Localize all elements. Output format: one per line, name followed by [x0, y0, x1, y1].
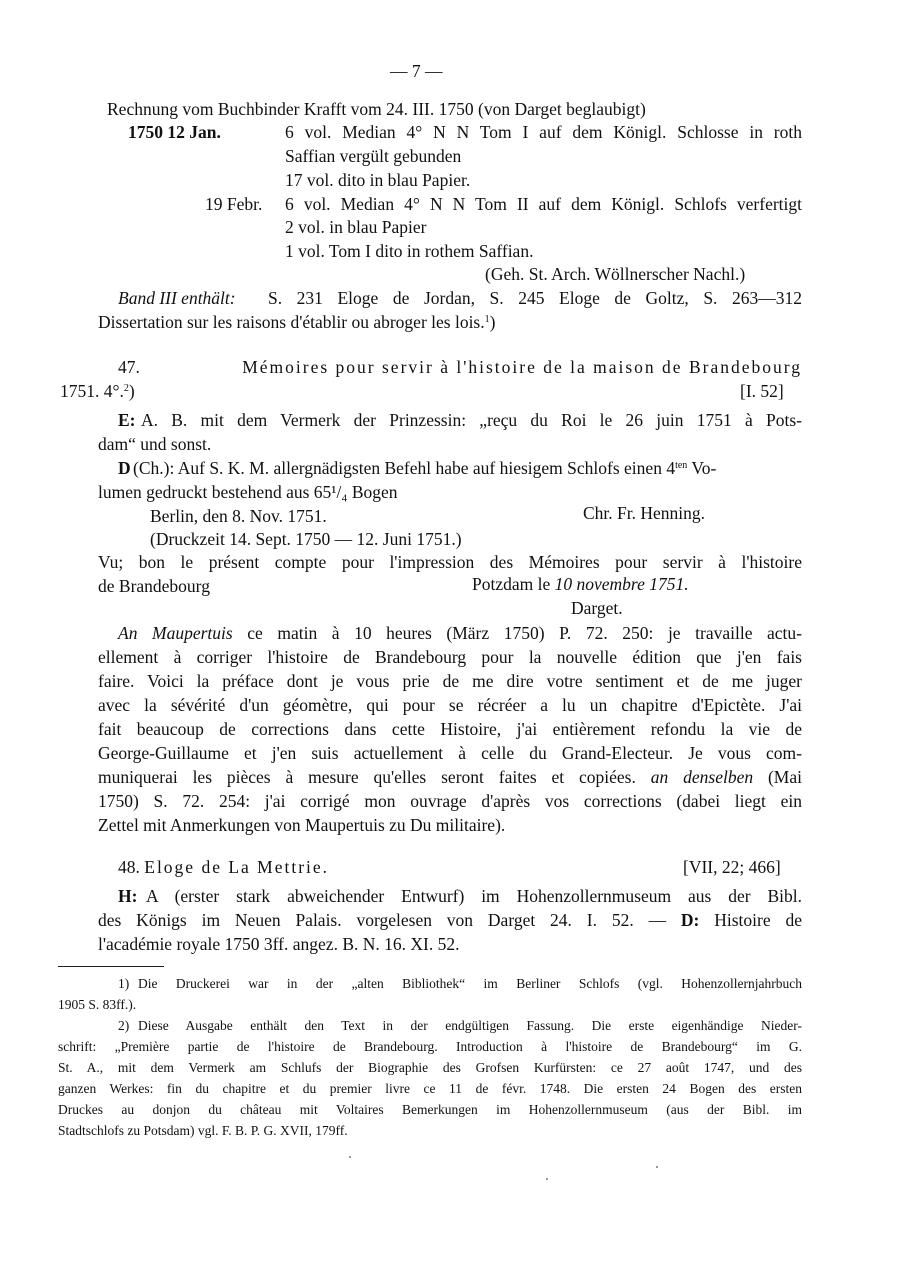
band-contents: S. 231 Eloge de Jordan, S. 245 Eloge de Goltz, S. 263—312	[268, 288, 802, 308]
letter-text: ce matin à 10 heures (März 1750) P. 72. 250: je travaille actu-	[232, 623, 802, 643]
e-label: E:	[118, 410, 136, 430]
footnote-ref: 1	[484, 314, 490, 325]
footnote-mark: 1)	[118, 976, 130, 991]
footnote-mark: 2)	[118, 1018, 130, 1033]
document-page: — 7 — Rechnung vom Buchbinder Krafft vom 24. III. 1750 (von Darget beglaubigt) 1750 12 Jan. 6 vol. Median 4° N N Tom I auf dem Königl. Schlosse in roth Saffian vergült gebunden 17 vol. dito in blau Papier. 19 Febr. 6 vol. Median 4° N N Tom II auf dem Königl. Schlofs verfertigt 2 vol. in blau Papier 1 vol. Tom I dito in rothem Saffian. (Geh. St. Arch. Wöllnerscher Nachl.) Band III enthält: S. 231 Eloge de Jordan, S. 245 Eloge de Goltz, S. 263—312 Dissertation sur les raisons d'établir ou abroger les lois.$^1$) 47. Mémoires pour servir à l'histoire de la maison de Brandebourg 1751. 4°.$^2$) [I. 52] E: A. B. mit dem Vermerk der Prinzessin: „reçu du Roi le 26 juin 1751 à Pots- dam“ und sonst. D (Ch.): Auf S. K. M. allergnädigsten Befehl habe auf hiesigem Schlofs einen $4^{ten}$ Vo- lumen gedruckt bestehend aus 65¹/₄ Bogen Berlin, den 8. Nov. 1751. Chr. Fr. Henning. (Druckzeit 14. Sept. 1750 — 12. Juni 1751.) Vu; bon le présent compte pour l'impression des Mémoires pour servir à l'histoire de Brandebourg Potzdam le 10 novembre 1751. Darget. An Maupertuis ce matin à 10 heures (März 1750) P. 72. 250: je travaille actu- ellement à corriger l'histoire de Brandebourg pour la nouvelle édition que j'en fais faire. Voici la préface dont je vous prie de me dire votre sentiment et de me juger avec la sévérité d'un géomètre, qui pour se récréer a lu un chapitre d'Epictète. J'ai fait beaucoup de corrections dans cette Histoire, j'ai entièrement refondu la vie de George-Guillaume et j'en suis actuellement à celle du Grand-Electeur. Je vous com- muniquerai les pièces à mesure qu'elles seront faites et copiées. an denselben (Mai 1750) S. 72. 254: j'ai corrigé mon ouvrage d'après vos corrections (dabei liegt ein Zettel mit Anmerkungen von Maupertuis zu Du militaire). 48. Eloge de La Mettrie. [VII, 22; 466] H: A (erster stark abweichender Entwurf) im Hohenzollernmuseum aus der Bibl. des Königs im Neuen Palais. vorgelesen von Darget 24. I. 52. — D: Histoire de l'académie royale 1750 3ff. angez. B. N. 16. XI. 52. 1) Die Druckerei war in der „alten Bibliothek“ im Berliner Schlofs (vgl. Hohenzollernjahrbuch 1905 S. 83ff.). 2) Diese Ausgabe enthält den Text in der endgültigen Fassung. Die erste eigenhändige Nieder- schrift: „Première partie de l'histoire de Brandebourg. Introduction à l'histoire de Brandebourg“ im G. St. A., mit dem Vermerk am Schlufs der Biographie des Grofsen Kurfürsten: ce 27 août 1747, und des ganzen Werkes: fin du chapitre et du premier livre ce 11 de févr. 1748. Die ersten 24 Bogen des ersten Druckes au donjon du château mit Voltaires Bemerkungen im Hohenzollernmuseum (aus der Bibl. im Stadtschlofs zu Potsdam) vgl. F. B. P. G. XVII, 179ff.	[0, 0, 900, 1288]
invoice-date-jan: 1750 12 Jan.	[128, 122, 221, 142]
letter-text: George-Guillaume et j'en suis actuellement à celle du Grand-Electeur. Je vous com-	[98, 743, 802, 763]
invoice-item: 6 vol. Median 4° N N Tom I auf dem Königl. Schlosse in roth	[285, 122, 802, 142]
invoice-line: Rechnung vom Buchbinder Krafft vom 24. III. 1750 (von Darget beglaubigt)	[107, 99, 646, 119]
h-text-cont: l'académie royale 1750 3ff. angez. B. N. 16. XI. 52.	[98, 934, 460, 954]
entry-title: Mémoires pour servir à l'histoire de la maison de Brandebourg	[242, 357, 802, 377]
darget-signature: Darget.	[571, 598, 623, 618]
d-label: D	[118, 458, 131, 478]
d-text-cont: lumen gedruckt bestehend aus 65¹/₄ Bogen	[98, 482, 398, 502]
entry-title: Eloge de La Mettrie.	[144, 857, 330, 877]
e-text-cont: dam“ und sonst.	[98, 434, 212, 454]
scan-speck	[349, 1156, 351, 1158]
h-text: A (erster stark abweichender Entwurf) im Hohenzollernmuseum aus der Bibl.	[146, 886, 802, 906]
archive-source: (Geh. St. Arch. Wöllnerscher Nachl.)	[485, 264, 746, 284]
page-number: — 7 —	[390, 61, 443, 81]
invoice-item: 17 vol. dito in blau Papier.	[285, 170, 471, 190]
footnote-text: Diese Ausgabe enthält den Text in der endgültigen Fassung. Die erste eigenhändige Nieder-	[138, 1018, 802, 1033]
vu-date: 10 novembre 1751.	[554, 574, 689, 594]
invoice-item: 6 vol. Median 4° N N Tom II auf dem Königl. Schlofs verfertigt	[285, 194, 802, 214]
d-label: D:	[680, 910, 700, 930]
footnote-text: 1905 S. 83ff.).	[58, 997, 137, 1012]
h-text-cont: des Königs im Neuen Palais. vorgelesen von Darget 24. I. 52. —	[98, 910, 681, 930]
band-label: Band III enthält:	[118, 288, 236, 308]
letter-recipient-2: an denselben	[650, 767, 754, 787]
footnote-text: schrift: „Première partie de l'histoire de Brandebourg. Introduction à l'histoire de Brandebourg“ im G.	[58, 1039, 802, 1054]
scan-speck	[656, 1166, 658, 1168]
entry-number: 47.	[118, 357, 140, 377]
volume-ref: [I. 52]	[740, 381, 784, 401]
letter-recipient: An Maupertuis	[118, 623, 233, 643]
letter-text: avec la sévérité d'un géomètre, qui pour se récréer a lu un chapitre d'Epictète. J'ai	[98, 695, 802, 715]
scan-speck	[546, 1178, 548, 1180]
footnote-text: St. A., mit dem Vermerk am Schlufs der Biographie des Grofsen Kurfürsten: ce 27 août 1747, und des	[58, 1060, 802, 1075]
letter-text: fait beaucoup de corrections dans cette Histoire, j'ai entièrement refondu la vie de	[98, 719, 802, 739]
entry-year: 1751. 4°.	[60, 381, 124, 401]
vu-text: Vu; bon le présent compte pour l'impression des Mémoires pour servir à l'histoire	[98, 552, 802, 572]
h-text-cont: Histoire de	[699, 910, 802, 930]
letter-text: muniquerai les pièces à mesure qu'elles seront faites et copiées.	[98, 767, 651, 787]
invoice-item: 2 vol. in blau Papier	[285, 217, 427, 237]
d-sup: ten	[675, 460, 688, 471]
h-label: H:	[118, 886, 138, 906]
footnote-text: Stadtschlofs zu Potsdam) vgl. F. B. P. G. XVII, 179ff.	[58, 1123, 348, 1138]
volume-ref: [VII, 22; 466]	[683, 857, 781, 877]
place-date: Berlin, den 8. Nov. 1751.	[150, 506, 327, 526]
band-contents-cont: Dissertation sur les raisons d'établir ou abroger les lois.	[98, 312, 485, 332]
d-text: (Ch.): Auf S. K. M. allergnädigsten Befehl habe auf hiesigem Schlofs einen 4	[133, 458, 676, 478]
entry-number: 48.	[118, 857, 140, 877]
letter-text: faire. Voici la préface dont je vous prie de me dire votre sentiment et de me juger	[98, 671, 802, 691]
letter-text: ellement à corriger l'histoire de Brandebourg pour la nouvelle édition que j'en fais	[98, 647, 802, 667]
vu-place: Potzdam le	[472, 574, 555, 594]
footnote-text: Die Druckerei war in der „alten Bibliothek“ im Berliner Schlofs (vgl. Hohenzollernjahrbuch	[138, 976, 802, 991]
e-text: A. B. mit dem Vermerk der Prinzessin: „reçu du Roi le 26 juin 1751 à Pots-	[141, 410, 802, 430]
footnote-text: ganzen Werkes: fin du chapitre et du premier livre ce 11 de févr. 1748. Die ersten 24 Bogen des ersten	[58, 1081, 802, 1096]
footnote-text: Druckes au donjon du château mit Voltaires Bemerkungen im Hohenzollernmuseum (aus der Bibl. im	[58, 1102, 802, 1117]
letter-text: Zettel mit Anmerkungen von Maupertuis zu Du militaire).	[98, 815, 506, 835]
letter-text: (Mai	[753, 767, 802, 787]
invoice-item: Saffian vergült gebunden	[285, 146, 462, 166]
letter-text: 1750) S. 72. 254: j'ai corrigé mon ouvrage d'après vos corrections (dabei liegt ein	[98, 791, 802, 811]
invoice-date-feb: 19 Febr.	[205, 194, 263, 214]
footnote-rule	[58, 966, 164, 967]
invoice-item: 1 vol. Tom I dito in rothem Saffian.	[285, 241, 534, 261]
footnote-ref: 2	[123, 383, 129, 394]
print-period: (Druckzeit 14. Sept. 1750 — 12. Juni 1751.)	[150, 529, 462, 549]
signer: Chr. Fr. Henning.	[583, 503, 706, 523]
d-text-end: Vo-	[687, 458, 717, 478]
vu-text-cont: de Brandebourg	[98, 576, 210, 596]
